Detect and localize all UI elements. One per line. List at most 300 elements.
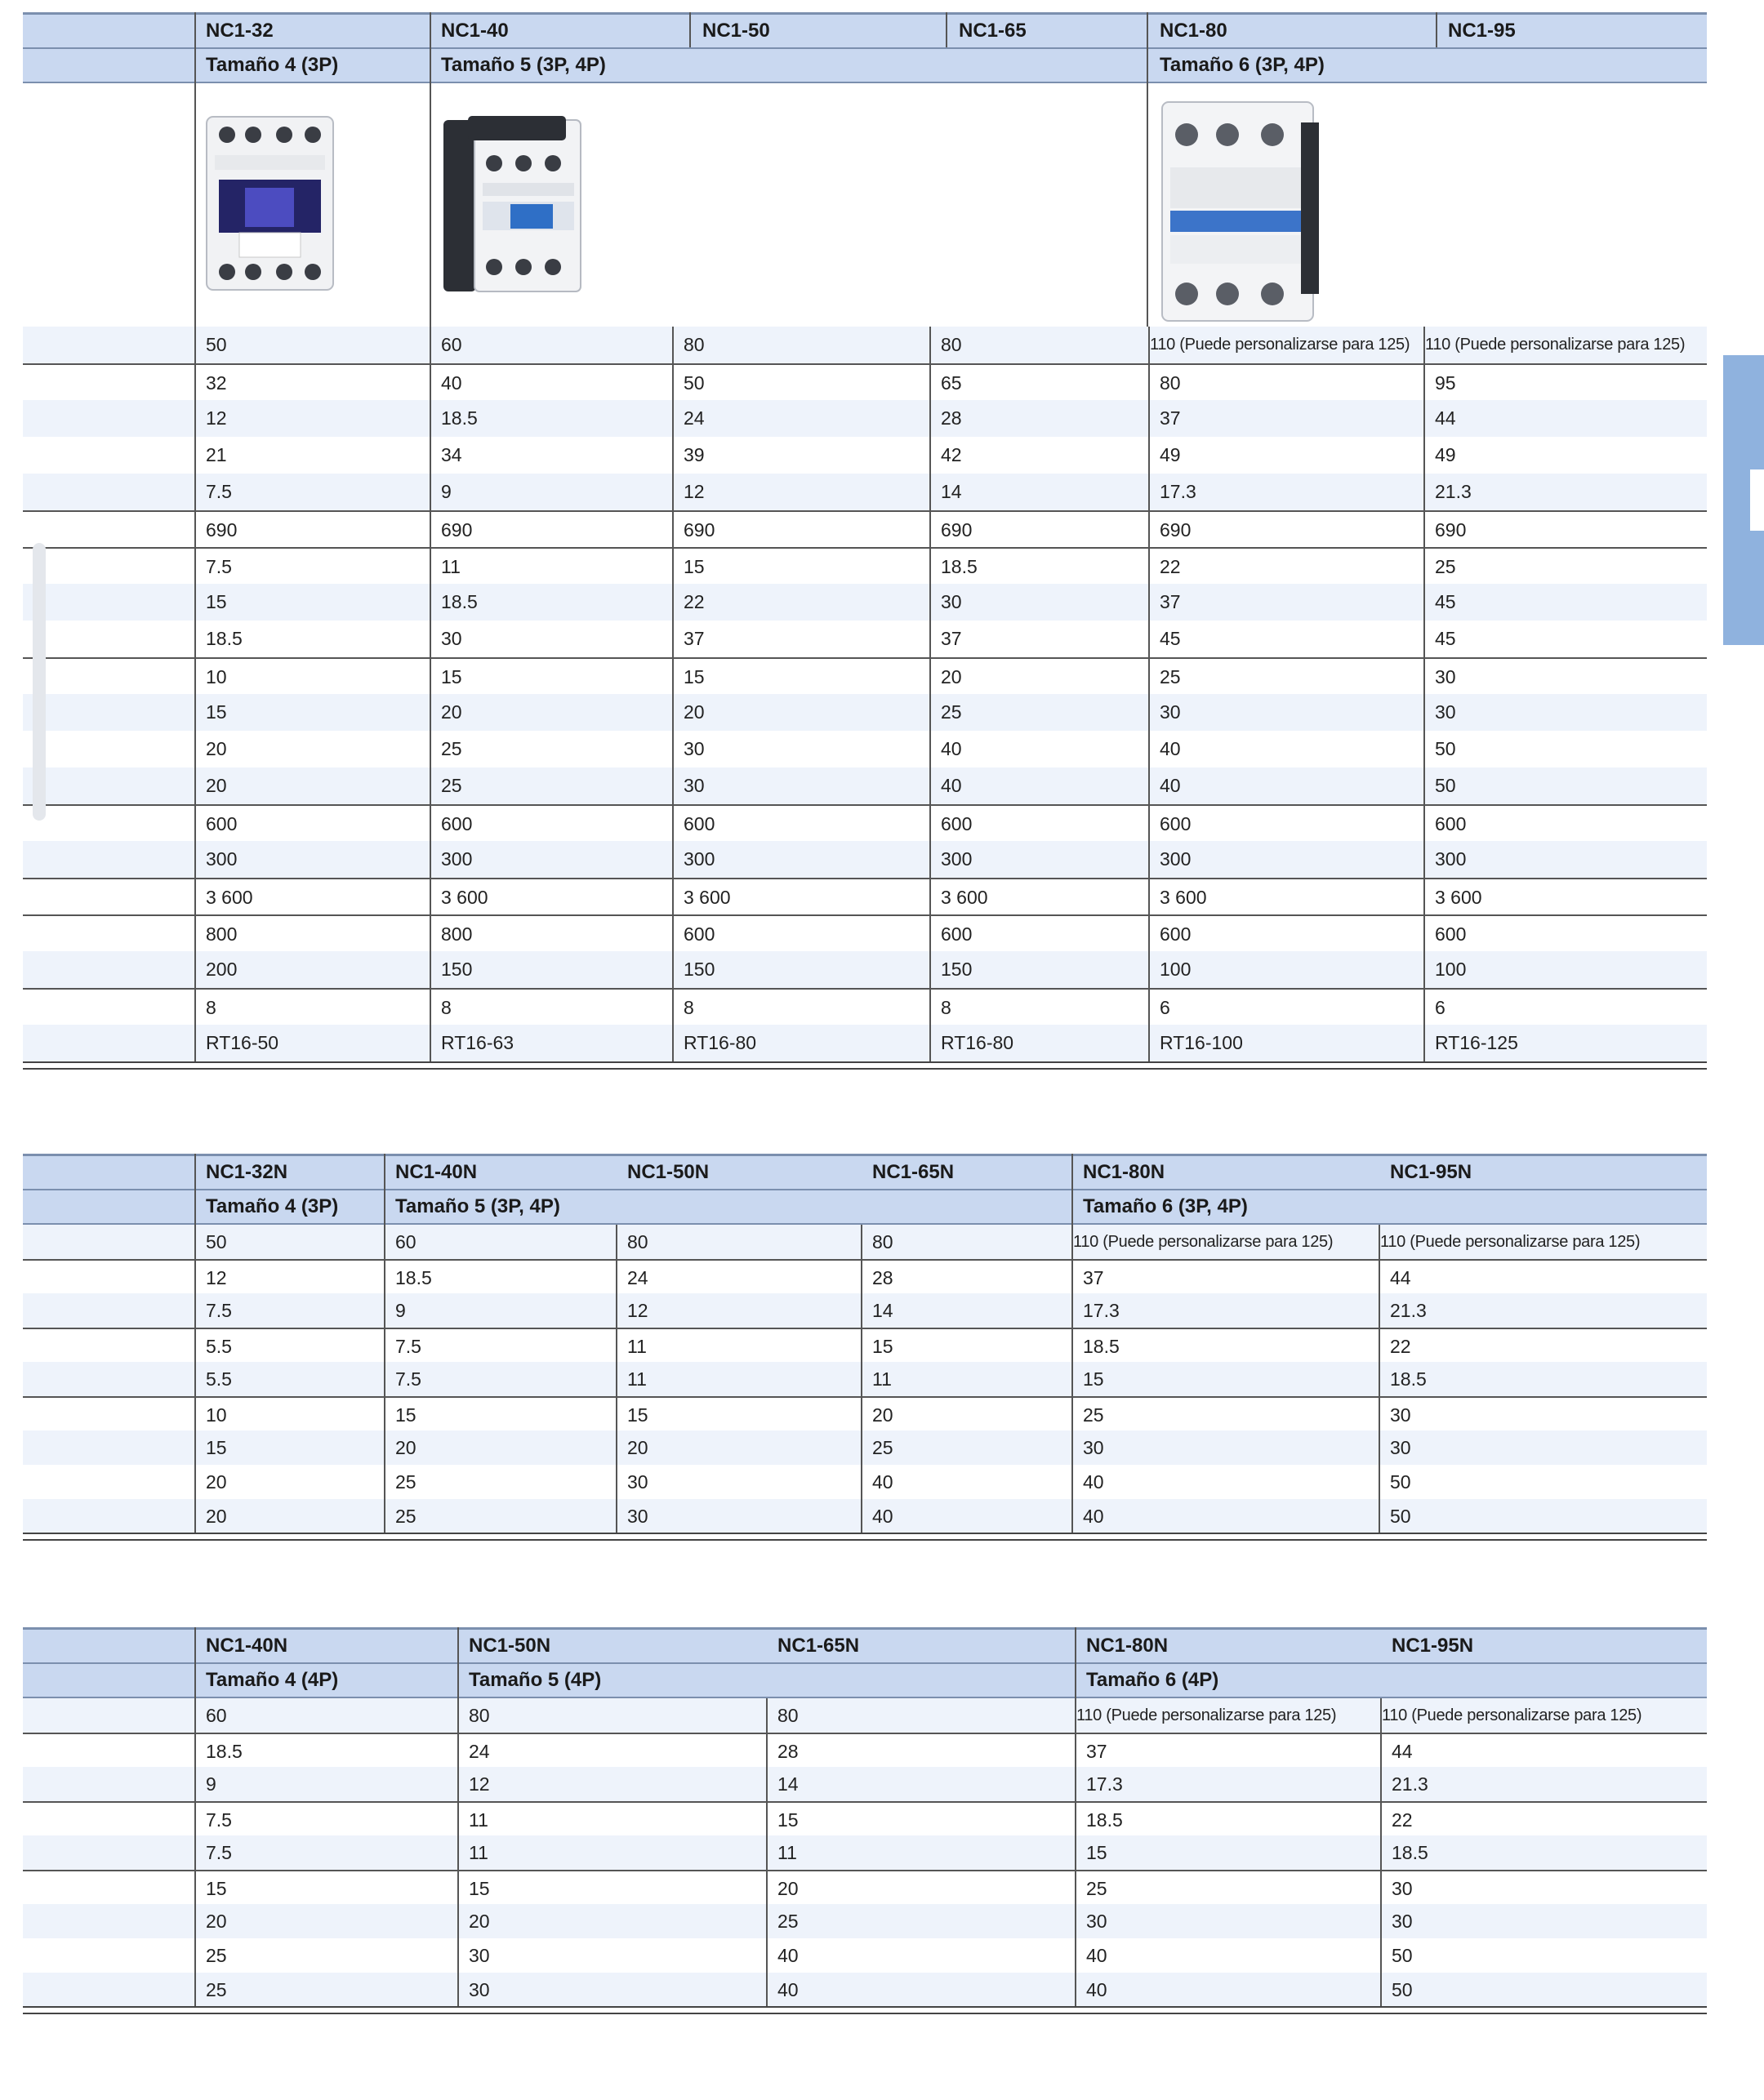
table-cell: 30 xyxy=(684,738,705,759)
size-group: Tamaño 5 (3P, 4P) xyxy=(441,54,606,76)
table-cell: 20 xyxy=(941,666,962,687)
table-cell: RT16-80 xyxy=(684,1032,757,1053)
table-cell: 30 xyxy=(941,591,962,612)
table-cell: 110 (Puede personalizarse para 125) xyxy=(1425,336,1686,354)
scrollbar[interactable] xyxy=(33,543,46,821)
table-cell: 21.3 xyxy=(1392,1773,1428,1795)
table-row xyxy=(23,1801,1707,1837)
table-cell: 80 xyxy=(627,1230,648,1252)
table-cell: 11 xyxy=(441,556,461,577)
table-cell: 600 xyxy=(1160,813,1192,834)
table-cell: 30 xyxy=(1392,1877,1413,1899)
table-cell: 300 xyxy=(941,848,973,870)
model-nc1-50n: NC1-50N xyxy=(469,1635,551,1657)
table-cell: 110 (Puede personalizarse para 125) xyxy=(1380,1232,1641,1251)
table-row xyxy=(23,621,1707,657)
table-row xyxy=(23,841,1707,878)
table-cell: 600 xyxy=(1435,813,1467,834)
table-cell: 690 xyxy=(441,519,473,541)
table-cell: 50 xyxy=(1390,1470,1411,1493)
table-cell: 14 xyxy=(872,1299,893,1321)
table-cell: 20 xyxy=(627,1436,648,1458)
table-cell: RT16-63 xyxy=(441,1032,514,1053)
table-cell: 37 xyxy=(1160,591,1181,612)
table-cell: 11 xyxy=(872,1368,892,1390)
table-cell: 50 xyxy=(1392,1944,1413,1966)
table-cell: 30 xyxy=(1392,1910,1413,1932)
table-cell: 690 xyxy=(206,519,238,541)
model-nc1-32n: NC1-32N xyxy=(206,1161,288,1183)
table-cell: 300 xyxy=(206,848,238,870)
table-cell: 17.3 xyxy=(1083,1299,1120,1321)
table-cell: 40 xyxy=(1086,1944,1107,1966)
table-cell: 3 600 xyxy=(441,887,488,908)
table-nc1-standard xyxy=(23,12,1707,1070)
table-cell: 12 xyxy=(469,1773,490,1795)
table-row xyxy=(23,437,1707,474)
table-cell: 15 xyxy=(684,556,705,577)
table-cell: 10 xyxy=(206,666,227,687)
table-cell: RT16-80 xyxy=(941,1032,1014,1053)
table-cell: 37 xyxy=(941,628,962,649)
table-cell: 800 xyxy=(441,923,473,945)
product-images-row xyxy=(23,83,1707,327)
table-cell: 600 xyxy=(684,923,715,945)
table-cell: 30 xyxy=(1435,701,1456,723)
table-cell: 25 xyxy=(395,1470,416,1493)
table-cell: 30 xyxy=(1086,1910,1107,1932)
table-cell: 28 xyxy=(777,1740,799,1762)
table-cell: 12 xyxy=(684,481,705,502)
table-cell: 18.5 xyxy=(441,407,478,429)
table-cell: 25 xyxy=(777,1910,799,1932)
model-header-row xyxy=(23,12,1707,47)
table-cell: 18.5 xyxy=(1390,1368,1427,1390)
table-cell: 6 xyxy=(1160,997,1170,1018)
table-cell: 40 xyxy=(1086,1978,1107,2000)
column-divider xyxy=(766,1698,768,2007)
table-cell: 42 xyxy=(941,444,962,465)
model-nc1-95n: NC1-95N xyxy=(1390,1161,1472,1183)
model-nc1-80n: NC1-80N xyxy=(1086,1635,1169,1657)
table-row xyxy=(23,804,1707,843)
table-cell: RT16-50 xyxy=(206,1032,279,1053)
table-cell: 17.3 xyxy=(1086,1773,1123,1795)
table-cell: 60 xyxy=(395,1230,416,1252)
table-cell: 18.5 xyxy=(206,628,243,649)
table-cell: 22 xyxy=(1160,556,1181,577)
table-cell: 21.3 xyxy=(1390,1299,1427,1321)
table-cell: 11 xyxy=(469,1809,488,1831)
table-row xyxy=(23,1293,1707,1328)
table-cell: 150 xyxy=(941,959,973,980)
table-cell: 3 600 xyxy=(684,887,731,908)
table-row xyxy=(23,914,1707,953)
table-cell: 690 xyxy=(1435,519,1467,541)
table-cell: 20 xyxy=(206,1910,227,1932)
model-nc1-40n: NC1-40N xyxy=(206,1635,288,1657)
table-row xyxy=(23,1328,1707,1364)
table-row xyxy=(23,1465,1707,1499)
table-cell: 50 xyxy=(1435,738,1456,759)
table-cell: 100 xyxy=(1160,959,1192,980)
table-cell: 150 xyxy=(684,959,715,980)
table-cell: 10 xyxy=(206,1404,227,1426)
table-row xyxy=(23,327,1707,363)
table-cell: 20 xyxy=(777,1877,799,1899)
table-cell: RT16-100 xyxy=(1160,1032,1243,1053)
table-row xyxy=(23,363,1707,402)
table-cell: 110 (Puede personalizarse para 125) xyxy=(1382,1706,1642,1724)
model-header-row xyxy=(23,1154,1707,1189)
table-cell: 50 xyxy=(206,334,227,355)
table-cell: 30 xyxy=(1083,1436,1104,1458)
table-cell: 21.3 xyxy=(1435,481,1472,502)
size-header-row xyxy=(23,1662,1707,1698)
table-cell: 50 xyxy=(1390,1505,1411,1527)
table-row xyxy=(23,1698,1707,1733)
table-cell: 800 xyxy=(206,923,238,945)
table-cell: 24 xyxy=(469,1740,490,1762)
table-cell: 11 xyxy=(627,1368,647,1390)
model-header-row xyxy=(23,1627,1707,1662)
table-cell: 600 xyxy=(1435,923,1467,945)
table-cell: 40 xyxy=(941,738,962,759)
table-cell: 44 xyxy=(1390,1266,1411,1288)
table-row xyxy=(23,1499,1707,1533)
table-cell: 22 xyxy=(1392,1809,1413,1831)
table-row xyxy=(23,1259,1707,1295)
table-cell: 25 xyxy=(206,1978,227,2000)
table-row xyxy=(23,547,1707,585)
table-cell: 600 xyxy=(441,813,473,834)
table-cell: 37 xyxy=(1083,1266,1104,1288)
table-cell: 80 xyxy=(684,334,705,355)
table-row xyxy=(23,878,1707,916)
table-cell: 30 xyxy=(1390,1436,1411,1458)
table-cell: RT16-125 xyxy=(1435,1032,1518,1053)
table-cell: 30 xyxy=(1160,701,1181,723)
table-cell: 18.5 xyxy=(941,556,978,577)
table-nc1-n-3p xyxy=(23,1154,1707,1546)
table-cell: 20 xyxy=(206,1470,227,1493)
table-cell: 44 xyxy=(1435,407,1456,429)
table-cell: 22 xyxy=(684,591,705,612)
column-divider xyxy=(672,327,674,1061)
table-cell: 45 xyxy=(1435,591,1456,612)
table-cell: 40 xyxy=(777,1944,799,1966)
contactor-nc1-40-image xyxy=(443,116,582,296)
table-cell: 40 xyxy=(1083,1470,1104,1493)
table-cell: 3 600 xyxy=(1435,887,1482,908)
column-divider xyxy=(1380,1698,1382,2007)
table-cell: 690 xyxy=(941,519,973,541)
table-cell: 50 xyxy=(684,372,705,394)
table-cell: 7.5 xyxy=(206,1299,232,1321)
table-cell: 300 xyxy=(1160,848,1192,870)
table-cell: 30 xyxy=(627,1505,648,1527)
model-nc1-80n: NC1-80N xyxy=(1083,1161,1165,1183)
table-row xyxy=(23,1025,1707,1061)
table-cell: 15 xyxy=(777,1809,799,1831)
size-group: Tamaño 4 (3P) xyxy=(206,1195,339,1217)
table-row xyxy=(23,1362,1707,1396)
table-cell: 300 xyxy=(684,848,715,870)
table-cell: 150 xyxy=(441,959,473,980)
table-cell: 17.3 xyxy=(1160,481,1196,502)
table-cell: 40 xyxy=(441,372,462,394)
table-cell: 600 xyxy=(941,923,973,945)
table-row xyxy=(23,510,1707,549)
model-nc1-65: NC1-65 xyxy=(959,20,1027,42)
table-cell: 690 xyxy=(684,519,715,541)
table-cell: 60 xyxy=(206,1704,227,1726)
column-divider xyxy=(194,1698,196,2007)
table-cell: 11 xyxy=(777,1841,797,1863)
size-group: Tamaño 5 (3P, 4P) xyxy=(395,1195,560,1217)
table-cell: 18.5 xyxy=(206,1740,243,1762)
table-cell: 20 xyxy=(206,775,227,796)
table-cell: 8 xyxy=(206,997,216,1018)
size-group: Tamaño 6 (4P) xyxy=(1086,1669,1219,1691)
table-row xyxy=(23,1938,1707,1973)
table-cell: 40 xyxy=(872,1505,893,1527)
table-cell: 15 xyxy=(395,1404,416,1426)
table-row xyxy=(23,1225,1707,1259)
table-cell: 80 xyxy=(941,334,962,355)
table-cell: 15 xyxy=(469,1877,490,1899)
table-cell: 20 xyxy=(206,738,227,759)
table-cell: 15 xyxy=(872,1335,893,1357)
table-cell: 7.5 xyxy=(206,481,232,502)
table-row xyxy=(23,1396,1707,1432)
table-cell: 30 xyxy=(1390,1404,1411,1426)
column-divider xyxy=(616,1225,617,1533)
table-cell: 45 xyxy=(1160,628,1181,649)
table-row xyxy=(23,1870,1707,1906)
column-divider xyxy=(384,1225,385,1533)
table-cell: 80 xyxy=(469,1704,490,1726)
table-cell: 7.5 xyxy=(395,1335,421,1357)
column-divider xyxy=(194,327,196,1061)
table-cell: 37 xyxy=(1160,407,1181,429)
table-cell: 30 xyxy=(627,1470,648,1493)
table-cell: 14 xyxy=(777,1773,799,1795)
table-cell: 28 xyxy=(941,407,962,429)
table-cell: 18.5 xyxy=(1392,1841,1428,1863)
table-cell: 60 xyxy=(441,334,462,355)
table-cell: 110 (Puede personalizarse para 125) xyxy=(1073,1232,1334,1251)
column-divider xyxy=(457,1698,459,2007)
model-nc1-95n: NC1-95N xyxy=(1392,1635,1474,1657)
column-divider xyxy=(194,1225,196,1533)
size-group: Tamaño 6 (3P, 4P) xyxy=(1083,1195,1248,1217)
table-cell: 40 xyxy=(941,775,962,796)
table-cell: 20 xyxy=(441,701,462,723)
table-cell: 5.5 xyxy=(206,1368,232,1390)
table-cell: 50 xyxy=(206,1230,227,1252)
table-cell: 22 xyxy=(1390,1335,1411,1357)
table-cell: 11 xyxy=(627,1335,647,1357)
table-cell: 25 xyxy=(941,701,962,723)
table-cell: 18.5 xyxy=(395,1266,432,1288)
table-row xyxy=(23,694,1707,731)
table-cell: 49 xyxy=(1435,444,1456,465)
size-group: Tamaño 4 (3P) xyxy=(206,54,339,76)
table-cell: 18.5 xyxy=(1083,1335,1120,1357)
table-cell: 15 xyxy=(206,1436,227,1458)
column-divider xyxy=(1379,1225,1380,1533)
table-cell: 24 xyxy=(627,1266,648,1288)
table-cell: 15 xyxy=(206,591,227,612)
table-row xyxy=(23,474,1707,510)
table-cell: 8 xyxy=(941,997,951,1018)
table-row xyxy=(23,1904,1707,1938)
table-row xyxy=(23,657,1707,696)
table-cell: 50 xyxy=(1392,1978,1413,2000)
size-group: Tamaño 5 (4P) xyxy=(469,1669,602,1691)
table-cell: 8 xyxy=(441,997,452,1018)
model-nc1-40n: NC1-40N xyxy=(395,1161,478,1183)
table-cell: 600 xyxy=(1160,923,1192,945)
column-divider xyxy=(1075,1698,1076,2007)
column-divider xyxy=(1148,327,1150,1061)
table-cell: 3 600 xyxy=(941,887,988,908)
table-cell: 300 xyxy=(441,848,473,870)
model-nc1-32: NC1-32 xyxy=(206,20,274,42)
table-cell: 8 xyxy=(684,997,694,1018)
table-row xyxy=(23,400,1707,437)
table-row xyxy=(23,988,1707,1026)
table-cell: 30 xyxy=(441,628,462,649)
table-cell: 690 xyxy=(1160,519,1192,541)
table-cell: 15 xyxy=(441,666,462,687)
table-cell: 80 xyxy=(1160,372,1181,394)
table-cell: 20 xyxy=(684,701,705,723)
table-cell: 15 xyxy=(1083,1368,1104,1390)
table-cell: 80 xyxy=(872,1230,893,1252)
table-cell: 600 xyxy=(941,813,973,834)
table-cell: 9 xyxy=(395,1299,406,1321)
table-cell: 110 (Puede personalizarse para 125) xyxy=(1076,1706,1337,1724)
side-panel-tab-handle xyxy=(1750,469,1764,531)
table-cell: 9 xyxy=(441,481,452,502)
model-nc1-50n: NC1-50N xyxy=(627,1161,710,1183)
table-cell: 65 xyxy=(941,372,962,394)
table-cell: 32 xyxy=(206,372,227,394)
model-nc1-50: NC1-50 xyxy=(702,20,770,42)
model-nc1-40: NC1-40 xyxy=(441,20,509,42)
table-cell: 95 xyxy=(1435,372,1456,394)
model-nc1-65n: NC1-65N xyxy=(777,1635,860,1657)
table-cell: 14 xyxy=(941,481,962,502)
table-cell: 3 600 xyxy=(1160,887,1207,908)
table-cell: 40 xyxy=(1083,1505,1104,1527)
table-row xyxy=(23,767,1707,804)
table-cell: 20 xyxy=(872,1404,893,1426)
table-cell: 15 xyxy=(1086,1841,1107,1863)
table-cell: 30 xyxy=(684,775,705,796)
table-cell: 21 xyxy=(206,444,227,465)
size-group: Tamaño 6 (3P, 4P) xyxy=(1160,54,1325,76)
table-cell: 25 xyxy=(1160,666,1181,687)
table-cell: 40 xyxy=(872,1470,893,1493)
table-cell: 7.5 xyxy=(206,556,232,577)
table-cell: 11 xyxy=(469,1841,488,1863)
table-cell: 25 xyxy=(395,1505,416,1527)
table-cell: 15 xyxy=(206,701,227,723)
contactor-nc1-80-image xyxy=(1158,98,1321,325)
table-cell: 15 xyxy=(206,1877,227,1899)
table-cell: 25 xyxy=(1435,556,1456,577)
table-cell: 6 xyxy=(1435,997,1446,1018)
table-cell: 80 xyxy=(777,1704,799,1726)
table-cell: 25 xyxy=(441,738,462,759)
table-cell: 300 xyxy=(1435,848,1467,870)
contactor-nc1-32-image xyxy=(203,110,337,296)
table-cell: 25 xyxy=(1086,1877,1107,1899)
table-row xyxy=(23,1430,1707,1465)
table-row xyxy=(23,584,1707,621)
column-divider xyxy=(1423,327,1425,1061)
table-cell: 7.5 xyxy=(395,1368,421,1390)
table-cell: 28 xyxy=(872,1266,893,1288)
table-cell: 3 600 xyxy=(206,887,253,908)
table-cell: 9 xyxy=(206,1773,216,1795)
table-row xyxy=(23,1973,1707,2007)
table-cell: 30 xyxy=(1435,666,1456,687)
table-row xyxy=(23,951,1707,988)
table-cell: 18.5 xyxy=(1086,1809,1123,1831)
table-cell: 25 xyxy=(872,1436,893,1458)
table-cell: 30 xyxy=(469,1944,490,1966)
table-cell: 12 xyxy=(206,407,227,429)
column-divider xyxy=(430,327,431,1061)
table-cell: 25 xyxy=(1083,1404,1104,1426)
table-row xyxy=(23,1767,1707,1801)
table-cell: 24 xyxy=(684,407,705,429)
table-cell: 100 xyxy=(1435,959,1467,980)
table-row xyxy=(23,1733,1707,1769)
model-nc1-65n: NC1-65N xyxy=(872,1161,955,1183)
table-cell: 12 xyxy=(627,1299,648,1321)
table-cell: 15 xyxy=(684,666,705,687)
table-cell: 25 xyxy=(441,775,462,796)
table-cell: 110 (Puede personalizarse para 125) xyxy=(1150,336,1410,354)
model-nc1-80: NC1-80 xyxy=(1160,20,1227,42)
table-cell: 20 xyxy=(469,1910,490,1932)
table-cell: 37 xyxy=(684,628,705,649)
table-cell: 37 xyxy=(1086,1740,1107,1762)
table-cell: 7.5 xyxy=(206,1841,232,1863)
table-cell: 25 xyxy=(206,1944,227,1966)
table-cell: 45 xyxy=(1435,628,1456,649)
column-divider xyxy=(861,1225,862,1533)
table-cell: 44 xyxy=(1392,1740,1413,1762)
table-row xyxy=(23,731,1707,767)
size-header-row xyxy=(23,47,1707,83)
table-cell: 12 xyxy=(206,1266,227,1288)
table-cell: 20 xyxy=(206,1505,227,1527)
table-nc1-n-4p xyxy=(23,1627,1707,2019)
table-cell: 30 xyxy=(469,1978,490,2000)
table-cell: 40 xyxy=(1160,775,1181,796)
table-cell: 34 xyxy=(441,444,462,465)
size-header-row xyxy=(23,1189,1707,1225)
table-cell: 50 xyxy=(1435,775,1456,796)
table-cell: 20 xyxy=(395,1436,416,1458)
table-cell: 600 xyxy=(206,813,238,834)
